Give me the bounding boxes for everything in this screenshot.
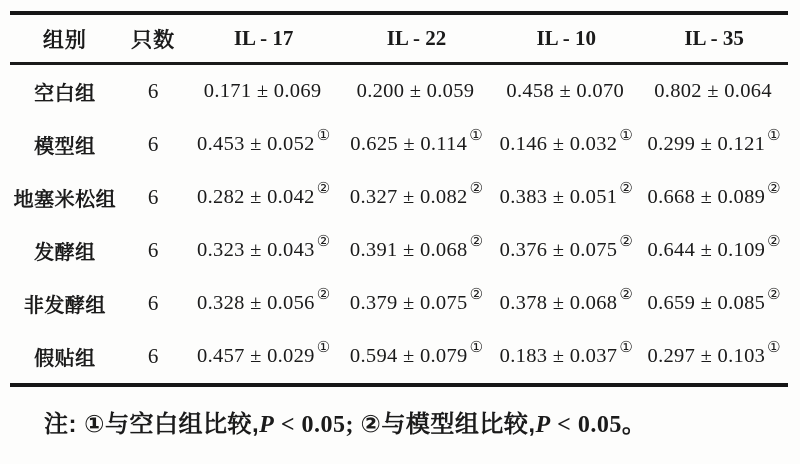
- footnote-marker: ①: [619, 340, 633, 357]
- group-name-cell: 发酵组: [34, 242, 96, 264]
- table-row: [10, 277, 788, 330]
- value-text: 0.376 ± 0.075: [499, 239, 618, 261]
- value-text: 0.594 ± 0.079: [349, 345, 468, 367]
- footnote-marker: ②: [469, 234, 484, 251]
- footnote-period: 。: [621, 411, 647, 438]
- results-table: [10, 15, 788, 383]
- value-text: 0.453 ± 0.052: [197, 133, 315, 155]
- il35-value-cell: [640, 224, 788, 277]
- il17-value-cell: [187, 277, 341, 330]
- value-text: 0.200 ± 0.059: [356, 80, 475, 102]
- table-body: [10, 64, 788, 384]
- footnote-marker: ①: [316, 340, 331, 357]
- paper-table-page: [0, 11, 800, 464]
- value-text: 0.299 ± 0.121: [647, 133, 766, 155]
- footnote-marker: ①: [316, 128, 331, 145]
- il22-value-cell: [341, 171, 493, 224]
- value-text: 0.146 ± 0.032: [499, 133, 618, 155]
- value-text: 0.383 ± 0.051: [499, 186, 618, 208]
- il35-value-cell: [640, 171, 788, 224]
- group-name-cell: 模型组: [34, 136, 96, 158]
- il10-value-cell: [492, 330, 640, 383]
- il35-value-cell: [640, 118, 788, 171]
- footnote-marker: ②: [767, 234, 781, 251]
- footnote-marker: ①: [767, 340, 781, 357]
- value-text: 0.328 ± 0.056: [197, 292, 315, 314]
- footnote-p-symbol-2: P: [535, 412, 551, 438]
- column-header-il35: IL - 35: [640, 15, 788, 64]
- animal-count-cell: 6: [147, 132, 159, 156]
- group-name-cell: 假贴组: [34, 348, 96, 370]
- footnote-marker: ①: [767, 128, 781, 145]
- footnote-marker: ②: [619, 287, 633, 304]
- value-text: 0.625 ± 0.114: [350, 133, 468, 155]
- il10-value-cell: [492, 171, 640, 224]
- footnote-marker: ②: [619, 234, 633, 251]
- value-text: 0.668 ± 0.089: [647, 186, 766, 208]
- animal-count-cell: 6: [147, 185, 159, 209]
- value-text: 0.171 ± 0.069: [203, 80, 322, 102]
- group-name-cell: 地塞米松组: [13, 189, 117, 211]
- results-table-container: [10, 11, 788, 387]
- column-header-count: 只数: [120, 15, 187, 64]
- footnote-p-symbol: P: [259, 412, 275, 438]
- footnote-marker: ②: [316, 181, 331, 198]
- header-row: [10, 15, 788, 64]
- column-header-il17: IL - 17: [187, 15, 341, 64]
- table-row: [10, 64, 788, 119]
- value-text: 0.644 ± 0.109: [647, 239, 766, 261]
- footnote-p-value: < 0.05;: [274, 412, 361, 438]
- il10-value-cell: [492, 64, 640, 119]
- footnote-text: 注: ①与空白组比较,: [44, 411, 260, 438]
- value-text: 0.323 ± 0.043: [197, 239, 315, 261]
- animal-count-cell: 6: [147, 238, 159, 262]
- footnote-marker: ②: [316, 287, 331, 304]
- footnote-p-value-2: < 0.05: [550, 412, 622, 438]
- il35-value-cell: [640, 277, 788, 330]
- il22-value-cell: [341, 277, 493, 330]
- table-row: [10, 224, 788, 277]
- footnote-marker: ②: [316, 234, 331, 251]
- il17-value-cell: [187, 171, 341, 224]
- il22-value-cell: [341, 330, 493, 383]
- il17-value-cell: [187, 330, 341, 383]
- value-text: 0.297 ± 0.103: [647, 345, 766, 367]
- footnote-marker: ①: [469, 128, 483, 145]
- footnote-marker: ①: [619, 128, 633, 145]
- animal-count-cell: 6: [147, 344, 159, 368]
- footnote-marker: ②: [767, 287, 781, 304]
- footnote-marker: ①: [469, 340, 484, 357]
- il17-value-cell: [187, 64, 341, 119]
- animal-count-cell: 6: [147, 291, 159, 315]
- animal-count-cell: 6: [147, 79, 159, 103]
- il17-value-cell: [187, 224, 341, 277]
- value-text: 0.659 ± 0.085: [647, 292, 766, 314]
- group-name-cell: 非发酵组: [23, 295, 106, 317]
- il22-value-cell: [341, 224, 493, 277]
- table-row: [10, 171, 788, 224]
- value-text: 0.457 ± 0.029: [197, 345, 315, 367]
- value-text: 0.391 ± 0.068: [349, 239, 468, 261]
- value-text: 0.282 ± 0.042: [197, 186, 315, 208]
- footnote-marker: ②: [767, 181, 781, 198]
- column-header-il10: IL - 10: [492, 15, 640, 64]
- table-footnote: [44, 404, 790, 439]
- il22-value-cell: [341, 64, 493, 119]
- il35-value-cell: [640, 64, 788, 119]
- table-header: [10, 15, 788, 64]
- value-text: 0.183 ± 0.037: [499, 345, 618, 367]
- value-text: 0.378 ± 0.068: [499, 292, 618, 314]
- il10-value-cell: [492, 224, 640, 277]
- value-text: 0.379 ± 0.075: [349, 292, 468, 314]
- footnote-marker: ②: [469, 181, 484, 198]
- il10-value-cell: [492, 277, 640, 330]
- column-header-group: 组别: [10, 15, 120, 64]
- group-name-cell: 空白组: [34, 83, 96, 105]
- il22-value-cell: [341, 118, 493, 171]
- value-text: 0.802 ± 0.064: [654, 80, 772, 102]
- table-row: [10, 118, 788, 171]
- value-text: 0.458 ± 0.070: [506, 80, 625, 102]
- il17-value-cell: [187, 118, 341, 171]
- footnote-marker: ②: [619, 181, 633, 198]
- value-text: 0.327 ± 0.082: [349, 186, 468, 208]
- footnote-marker: ②: [469, 287, 484, 304]
- il35-value-cell: [640, 330, 788, 383]
- footnote-text-2: ②与模型组比较,: [360, 411, 536, 438]
- il10-value-cell: [492, 118, 640, 171]
- column-header-il22: IL - 22: [341, 15, 493, 64]
- table-row: [10, 330, 788, 383]
